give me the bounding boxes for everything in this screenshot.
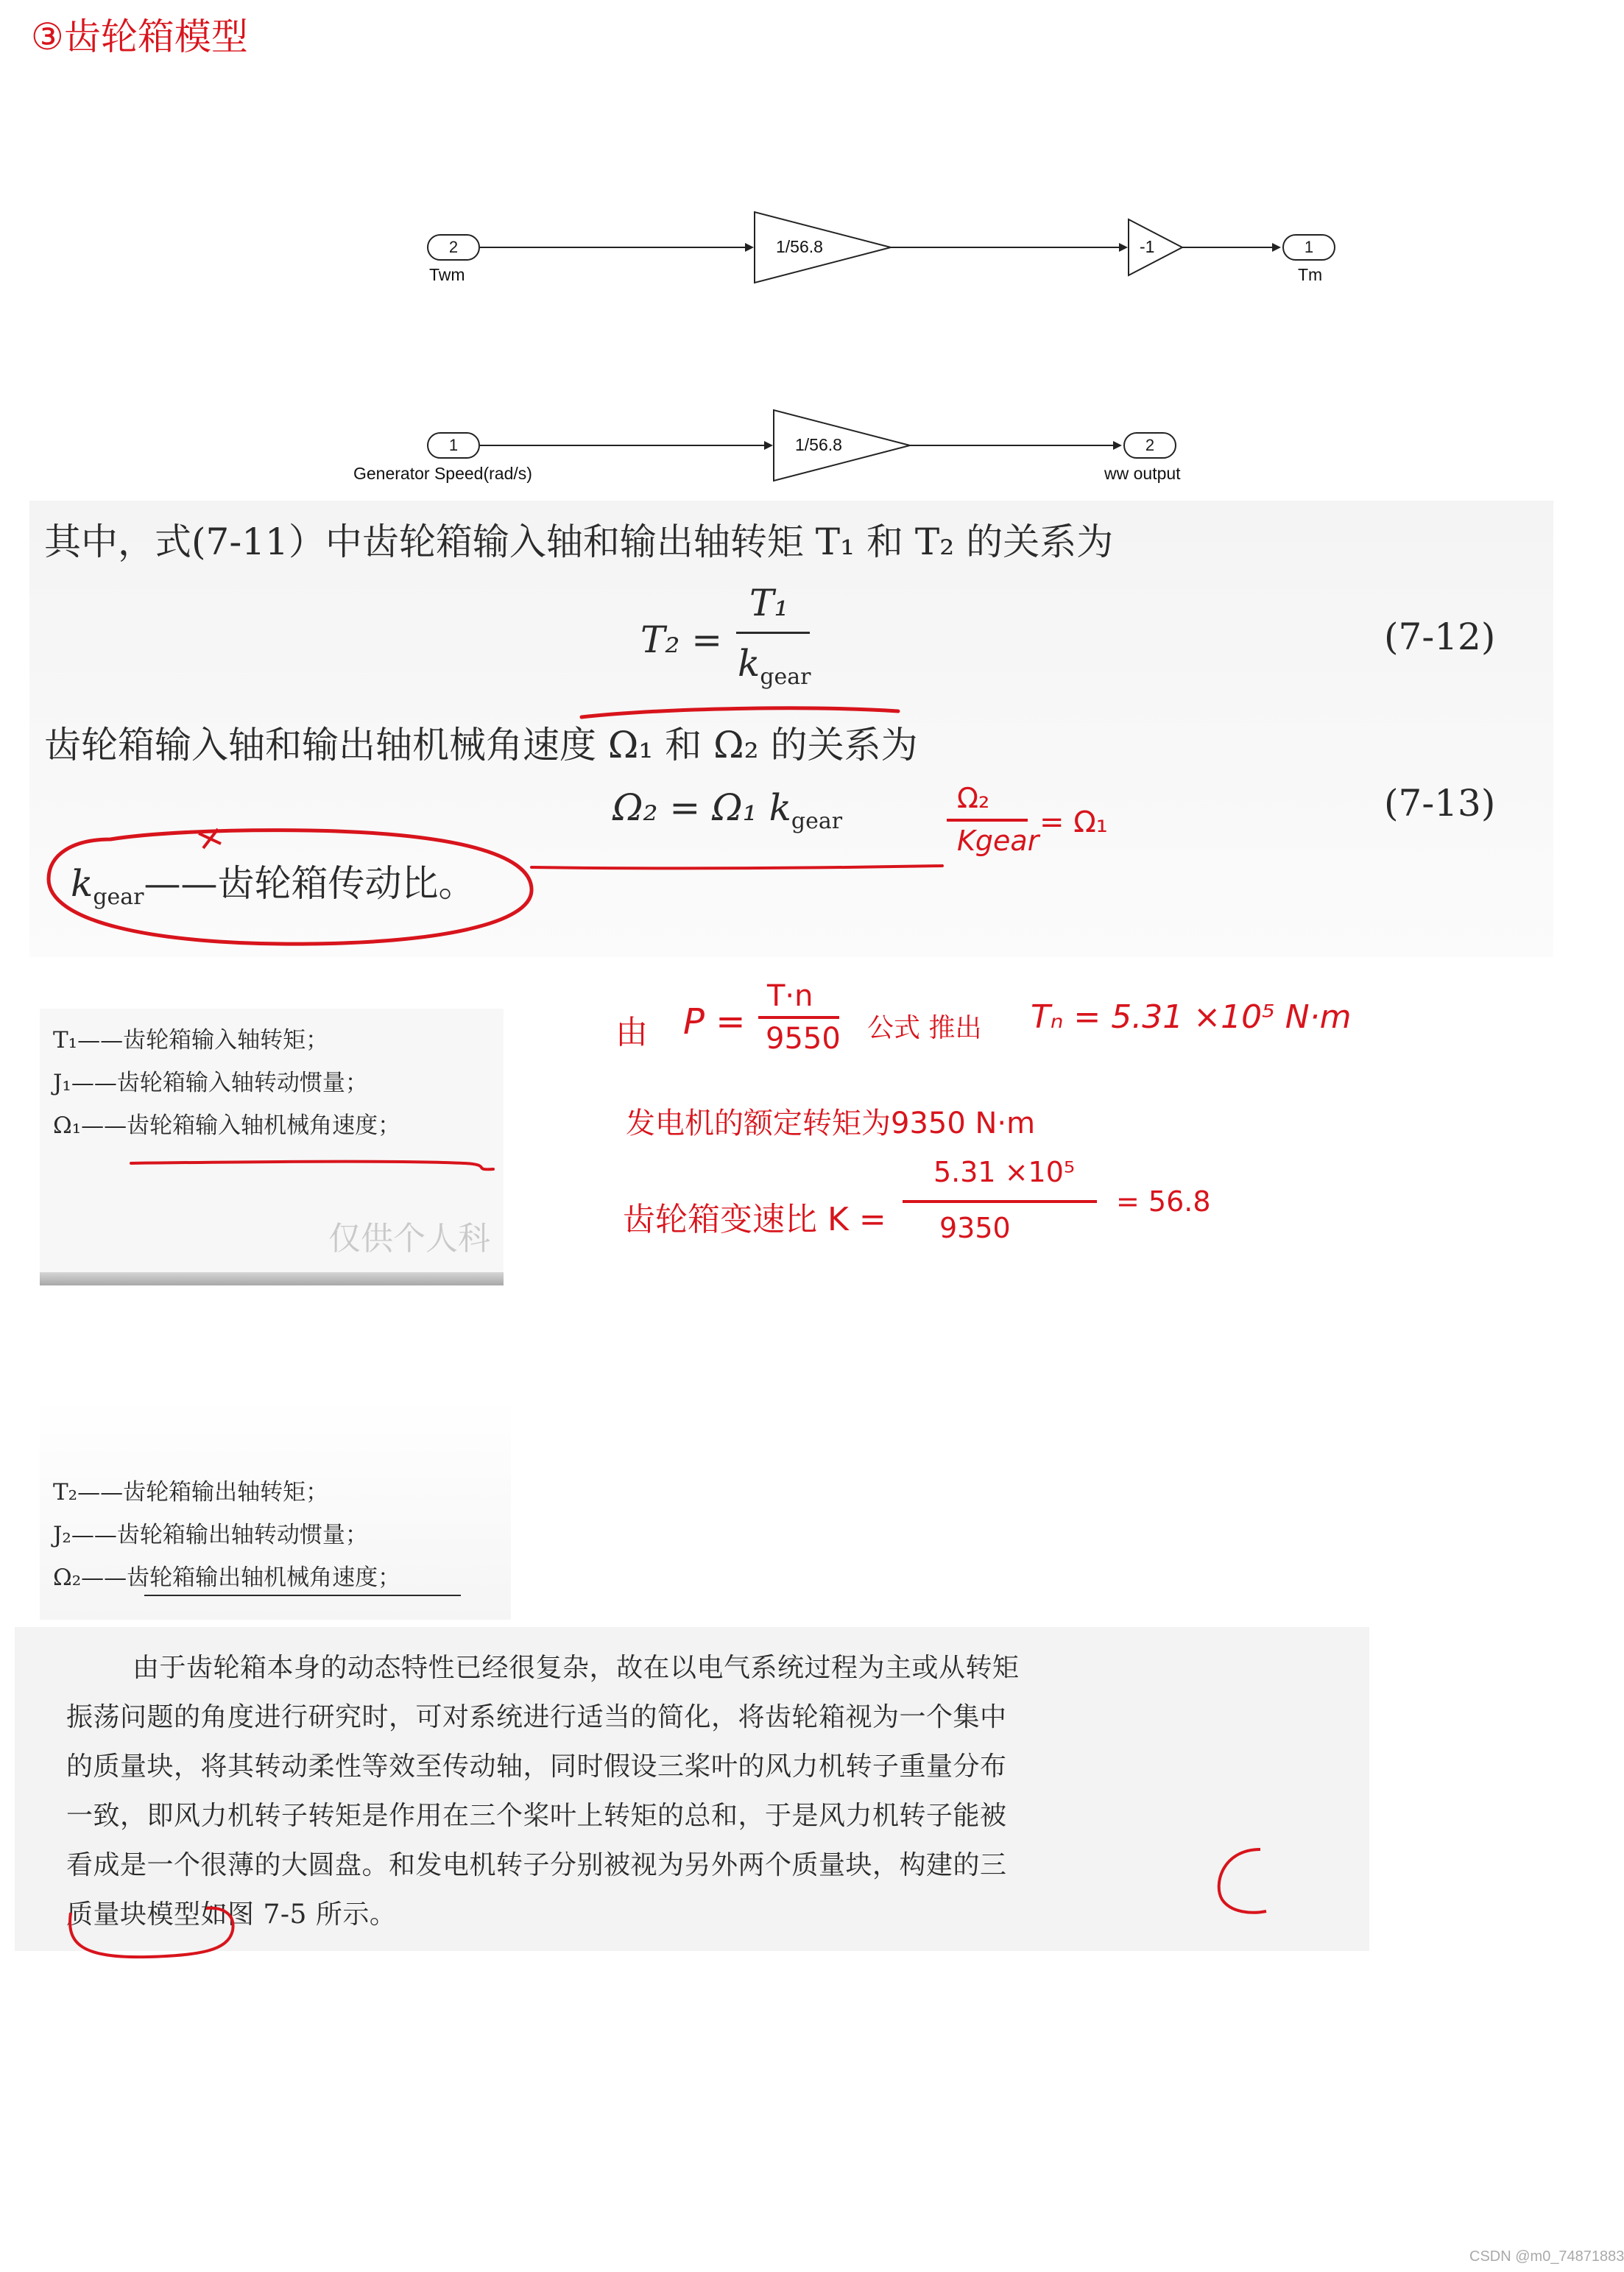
gain-bottom-label: 1/56.8 (795, 435, 842, 454)
outport-ww-label: ww output (1104, 464, 1181, 483)
para-line-5: 看成是一个很薄的大圆盘。和发电机转子分别被视为另外两个质量块，构建的三 (66, 1850, 1007, 1880)
para-line-1: 由于齿轮箱本身的动态特性已经很复杂，故在以电气系统过程为主或从转矩 (133, 1653, 1020, 1683)
para-line-6: 质量块模型如图 7-5 所示。 (66, 1899, 397, 1930)
def2-line-1: T₂——齿轮箱输出轴转矩； (53, 1479, 329, 1506)
footer-credit: CSDN @m0_74871883 (1469, 2248, 1624, 2265)
def1-line-1: T₁——齿轮箱输入轴转矩； (53, 1027, 329, 1054)
inport-generator-speed[interactable]: 1 (427, 432, 480, 459)
gain-top-2-label: -1 (1140, 237, 1155, 256)
kgear-text: ——齿轮箱传动比。 (144, 862, 476, 905)
inport-twm-label: Twm (429, 265, 465, 284)
hand-p-eq: P = (683, 1001, 746, 1042)
hand-line2: 发电机的额定转矩为9350 N·m (626, 1107, 1036, 1140)
kgear-sym: k (71, 862, 93, 905)
eq12-den-sub: gear (760, 664, 811, 690)
hand-k-den: 9350 (939, 1212, 1011, 1244)
def2-line-2: J₂——齿轮箱输出轴转动惯量； (53, 1522, 368, 1548)
hand-frac-num: T·n (767, 979, 813, 1013)
para-line-4: 一致，即风力机转子转矩是作用在三个桨叶上转矩的总和，于是风力机转子能被 (66, 1801, 1007, 1831)
hand-line1-mid: 公式 推出 (867, 1013, 982, 1043)
hand-ratio-num: Ω₂ (957, 782, 990, 814)
eq12-lhs: T₂ = (640, 618, 723, 661)
outport-tm-label: Tm (1298, 265, 1323, 284)
eq12-number: (7-12) (1384, 615, 1496, 658)
para-line-3: 的质量块，将其转动柔性等效至传动轴，同时假设三桨叶的风力机转子重量分布 (66, 1751, 1007, 1782)
hand-k-num: 5.31 ×10⁵ (933, 1156, 1076, 1188)
outport-ww[interactable]: 2 (1123, 432, 1176, 459)
eq12-numerator: T₁ (749, 582, 789, 624)
eq12-den-main: k (738, 642, 760, 685)
hand-k-result: = 56.8 (1116, 1185, 1211, 1218)
outport-tm[interactable]: 1 (1282, 234, 1335, 261)
inport-generator-speed-label: Generator Speed(rad/s) (353, 464, 532, 483)
eq13-expr: Ω₂ = Ω₁ k (612, 786, 791, 829)
hand-frac-den: 9550 (766, 1022, 841, 1056)
para-line-2: 振荡问题的角度进行研究时，可对系统进行适当的简化，将齿轮箱视为一个集中 (66, 1702, 1007, 1732)
hand-line1-prefix: 由 (615, 1014, 648, 1051)
def2-line-3: Ω₂——齿轮箱输出轴机械角速度； (53, 1564, 401, 1591)
eq13-sub: gear (791, 808, 843, 834)
hand-line3-prefix: 齿轮箱变速比 K = (623, 1201, 886, 1238)
watermark: 仅供个人科 (328, 1220, 490, 1257)
hand-ratio-den: Kgear (957, 825, 1039, 857)
eq13-number: (7-13) (1384, 782, 1496, 825)
section-title: ③齿轮箱模型 (31, 15, 248, 58)
def1-line-2: J₁——齿轮箱输入轴转动惯量； (53, 1070, 368, 1096)
gain-top-1-label: 1/56.8 (776, 237, 823, 256)
kgear-sub: gear (93, 884, 144, 910)
text-line-2: 齿轮箱输入轴和输出轴机械角速度 Ω₁ 和 Ω₂ 的关系为 (44, 724, 918, 766)
hand-tn: Tₙ = 5.31 ×10⁵ N·m (1031, 998, 1352, 1036)
text-line-1: 其中，式(7-11）中齿轮箱输入轴和输出轴转矩 T₁ 和 T₂ 的关系为 (44, 521, 1114, 563)
inport-twm[interactable]: 2 (427, 234, 480, 261)
def1-line-3: Ω₁——齿轮箱输入轴机械角速度； (53, 1112, 401, 1139)
hand-ratio-rhs: = Ω₁ (1039, 805, 1108, 839)
